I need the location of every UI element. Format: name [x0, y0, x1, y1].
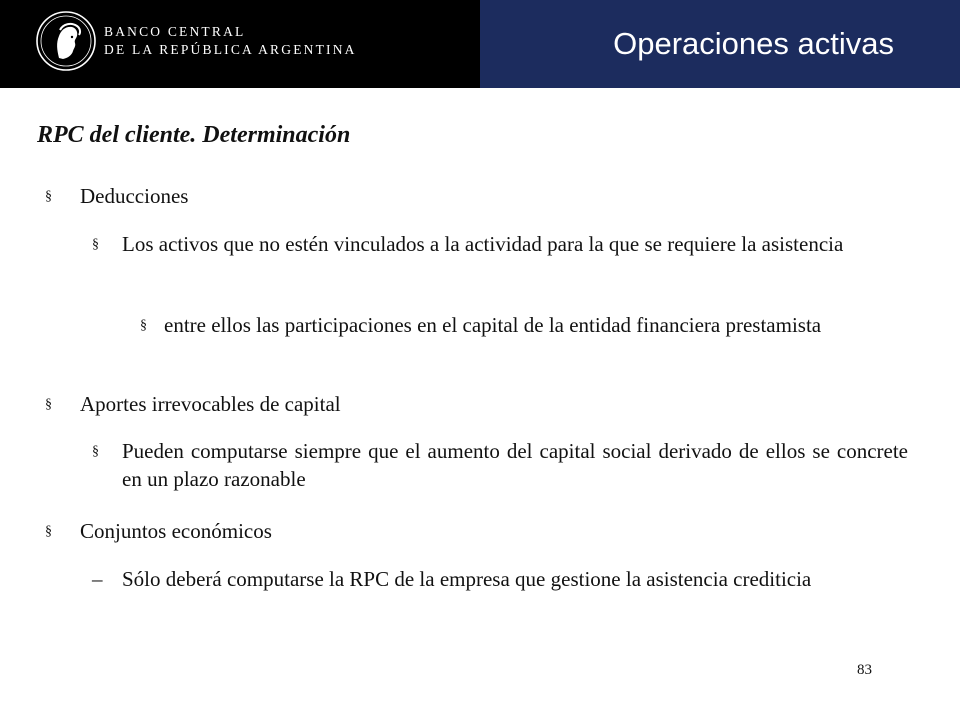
bullet-marker-icon: §	[92, 237, 99, 252]
bullet-deducciones: Deducciones	[80, 184, 189, 208]
section-title-band	[480, 0, 960, 88]
page-number: 83	[857, 662, 872, 678]
bullet-conjuntos-economicos: Conjuntos económicos	[80, 519, 272, 543]
header-logo-band	[0, 0, 480, 88]
section-title: Operaciones activas	[613, 26, 894, 61]
bullet-marker-icon: §	[140, 318, 147, 333]
bullet-participaciones: entre ellos las participaciones en el capital de la entidad financiera prestamista	[164, 313, 822, 337]
slide-header	[0, 0, 960, 88]
bullet-marker-icon: §	[45, 189, 52, 204]
bullet-marker-icon: §	[45, 397, 52, 412]
bank-name-line2: DE LA REPÚBLICA ARGENTINA	[104, 42, 357, 57]
dash-marker-icon: –	[92, 567, 103, 591]
bank-name-line1: BANCO CENTRAL	[104, 24, 246, 39]
bullet-activos-no-vinculados: Los activos que no estén vinculados a la actividad para la que se requiere la asistencia	[122, 232, 844, 256]
bullet-solo-debera: Sólo deberá computarse la RPC de la empresa que gestione la asistencia crediticia	[122, 567, 812, 591]
bullet-marker-icon: §	[45, 524, 52, 539]
bank-seal-icon	[35, 10, 97, 72]
slide-title: RPC del cliente. Determinación	[37, 122, 351, 148]
bullet-pueden-computarse: Pueden computarse siempre que el aumento del capital social derivado de ellos se concrete en un plazo razonable	[122, 439, 908, 491]
bullet-marker-icon: §	[92, 444, 99, 459]
bullet-aportes-irrevocables: Aportes irrevocables de capital	[80, 392, 341, 416]
